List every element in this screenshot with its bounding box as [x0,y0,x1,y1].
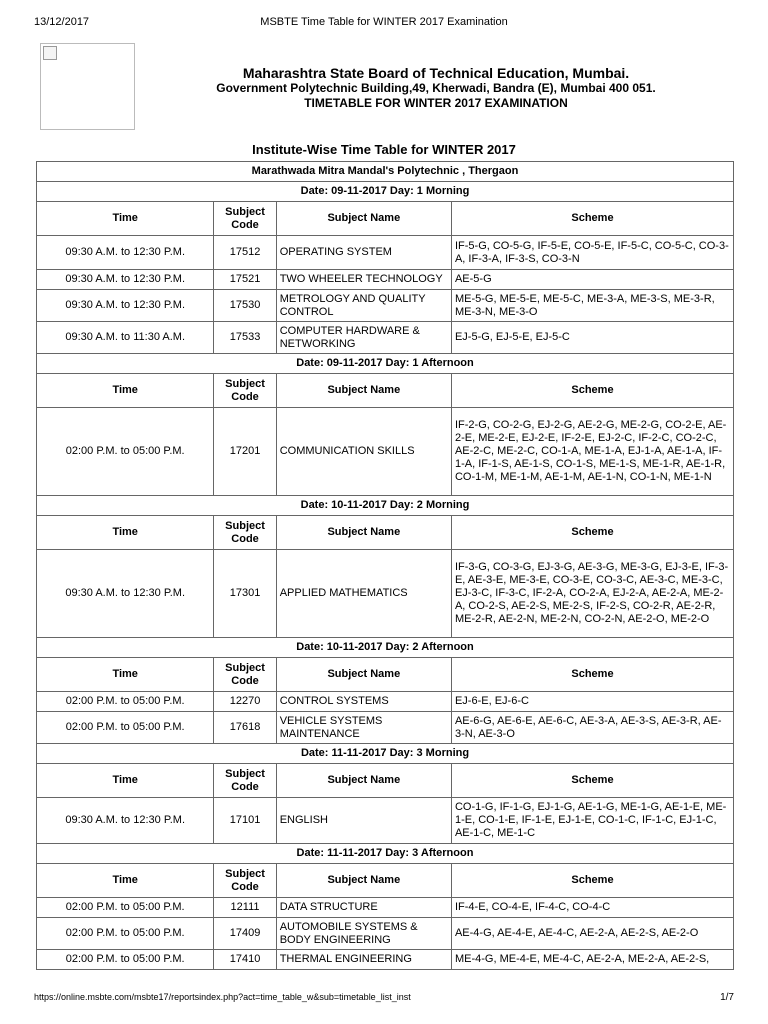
board-name: Maharashtra State Board of Technical Education, Mumbai. [242,65,630,81]
exam-row [37,322,734,354]
subject-name-header: Subject Name [276,864,451,898]
exam-time: 09:30 A.M. to 12:30 P.M. [37,798,214,844]
column-header-row [37,202,734,236]
subject-code: 17410 [214,950,276,970]
subject-name: TWO WHEELER TECHNOLOGY [276,270,451,290]
session-row [37,638,734,658]
exam-time: 02:00 P.M. to 05:00 P.M. [37,692,214,712]
subject-name: DATA STRUCTURE [276,898,451,918]
time-header: Time [37,202,214,236]
exam-row [37,408,734,496]
exam-row [37,798,734,844]
session-row [37,844,734,864]
subject-code: 17533 [214,322,276,354]
subject-name: COMMUNICATION SKILLS [276,408,451,496]
session-label: Date: 09-11-2017 Day: 1 Afternoon [37,354,734,374]
exam-row [37,236,734,270]
page-number: 1/7 [720,992,734,1003]
session-label: Date: 10-11-2017 Day: 2 Morning [37,496,734,516]
session-label: Date: 11-11-2017 Day: 3 Afternoon [37,844,734,864]
scheme-list: CO-1-G, IF-1-G, EJ-1-G, AE-1-G, ME-1-G, AE-1-E, ME-1-E, CO-1-E, IF-1-E, EJ-1-E, CO-1-C, IF-1-C, EJ-1-C, AE-1-C, ME-1-C [451,798,733,844]
timetable [36,161,734,970]
exam-row [37,950,734,970]
column-header-row [37,374,734,408]
subject-code: 17301 [214,550,276,638]
time-header: Time [37,864,214,898]
print-page-title: MSBTE Time Table for WINTER 2017 Examination [260,16,508,28]
subject-code: 17530 [214,290,276,322]
session-label: Date: 10-11-2017 Day: 2 Afternoon [37,638,734,658]
time-header: Time [37,374,214,408]
exam-time: 02:00 P.M. to 05:00 P.M. [37,408,214,496]
subject-name: VEHICLE SYSTEMS MAINTENANCE [276,712,451,744]
time-header: Time [37,658,214,692]
subject-code: 17201 [214,408,276,496]
exam-time: 09:30 A.M. to 12:30 P.M. [37,290,214,322]
scheme-list: ME-4-G, ME-4-E, ME-4-C, AE-2-A, ME-2-A, AE-2-S, [451,950,733,970]
scheme-header: Scheme [451,374,733,408]
exam-time: 09:30 A.M. to 12:30 P.M. [37,550,214,638]
scheme-list: AE-4-G, AE-4-E, AE-4-C, AE-2-A, AE-2-S, AE-2-O [451,918,733,950]
time-header: Time [37,764,214,798]
exam-row [37,898,734,918]
subject-code: 17512 [214,236,276,270]
subject-code-header: Subject Code [214,658,276,692]
subject-name-header: Subject Name [276,374,451,408]
exam-row [37,712,734,744]
exam-time: 02:00 P.M. to 05:00 P.M. [37,918,214,950]
scheme-list: AE-5-G [451,270,733,290]
subject-name: CONTROL SYSTEMS [276,692,451,712]
session-row [37,496,734,516]
subject-code-header: Subject Code [214,202,276,236]
exam-row [37,290,734,322]
session-label: Date: 09-11-2017 Day: 1 Morning [37,182,734,202]
exam-row [37,270,734,290]
exam-time: 02:00 P.M. to 05:00 P.M. [37,898,214,918]
subject-name-header: Subject Name [276,764,451,798]
subject-name-header: Subject Name [276,516,451,550]
subject-code: 12111 [214,898,276,918]
subject-code: 17618 [214,712,276,744]
subject-name: METROLOGY AND QUALITY CONTROL [276,290,451,322]
session-row [37,182,734,202]
scheme-header: Scheme [451,864,733,898]
exam-timetable-title: TIMETABLE FOR WINTER 2017 EXAMINATION [304,96,568,110]
subject-name: OPERATING SYSTEM [276,236,451,270]
column-header-row [37,516,734,550]
subject-name: THERMAL ENGINEERING [276,950,451,970]
exam-row [37,692,734,712]
subject-name-header: Subject Name [276,658,451,692]
subject-code: 17101 [214,798,276,844]
subject-code-header: Subject Code [214,764,276,798]
scheme-list: EJ-6-E, EJ-6-C [451,692,733,712]
broken-image-icon [43,46,57,60]
subject-name: AUTOMOBILE SYSTEMS & BODY ENGINEERING [276,918,451,950]
session-row [37,744,734,764]
column-header-row [37,864,734,898]
exam-time: 02:00 P.M. to 05:00 P.M. [37,712,214,744]
exam-time: 09:30 A.M. to 12:30 P.M. [37,236,214,270]
scheme-list: IF-2-G, CO-2-G, EJ-2-G, AE-2-G, ME-2-G, CO-2-E, AE-2-E, ME-2-E, EJ-2-E, IF-2-E, EJ-2-C, IF-2-C, CO-2-C, AE-2-C, ME-2-C, CO-1-A, ME-1-A, EJ-1-A, AE-1-A, IF-1-A, IF-1-S, AE-1-S, CO-1-S, ME-1-S, ME-1-R, AE-1-R, CO-1-M, ME-1-M, AE-1-M, AE-1-N, CO-1-N, ME-1-N [451,408,733,496]
time-header: Time [37,516,214,550]
scheme-header: Scheme [451,516,733,550]
exam-time: 02:00 P.M. to 05:00 P.M. [37,950,214,970]
exam-time: 09:30 A.M. to 12:30 P.M. [37,270,214,290]
session-label: Date: 11-11-2017 Day: 3 Morning [37,744,734,764]
scheme-list: IF-5-G, CO-5-G, IF-5-E, CO-5-E, IF-5-C, CO-5-C, CO-3-A, IF-3-A, IF-3-S, CO-3-N [451,236,733,270]
exam-time: 09:30 A.M. to 11:30 A.M. [37,322,214,354]
subject-name: COMPUTER HARDWARE & NETWORKING [276,322,451,354]
subject-code: 12270 [214,692,276,712]
exam-row [37,550,734,638]
subject-code: 17521 [214,270,276,290]
scheme-list: ME-5-G, ME-5-E, ME-5-C, ME-3-A, ME-3-S, ME-3-R, ME-3-N, ME-3-O [451,290,733,322]
scheme-list: IF-4-E, CO-4-E, IF-4-C, CO-4-C [451,898,733,918]
print-date: 13/12/2017 [34,16,90,28]
scheme-header: Scheme [451,764,733,798]
subject-name: APPLIED MATHEMATICS [276,550,451,638]
scheme-list: EJ-5-G, EJ-5-E, EJ-5-C [451,322,733,354]
exam-row [37,918,734,950]
subject-code-header: Subject Code [214,516,276,550]
scheme-list: AE-6-G, AE-6-E, AE-6-C, AE-3-A, AE-3-S, AE-3-R, AE-3-N, AE-3-O [451,712,733,744]
institute-heading: Institute-Wise Time Table for WINTER 2017 [252,142,516,157]
page-url[interactable]: https://online.msbte.com/msbte17/reportsindex.php?act=time_table_w&sub=timetable_list_inst [34,992,411,1002]
column-header-row [37,764,734,798]
subject-code-header: Subject Code [214,864,276,898]
session-row [37,354,734,374]
subject-code-header: Subject Code [214,374,276,408]
board-address: Government Polytechnic Building,49, Kherwadi, Bandra (E), Mumbai 400 051. [216,81,656,95]
scheme-header: Scheme [451,202,733,236]
column-header-row [37,658,734,692]
institute-name: Marathwada Mitra Mandal's Polytechnic , Thergaon [37,162,734,182]
subject-code: 17409 [214,918,276,950]
scheme-header: Scheme [451,658,733,692]
subject-name-header: Subject Name [276,202,451,236]
scheme-list: IF-3-G, CO-3-G, EJ-3-G, AE-3-G, ME-3-G, EJ-3-E, IF-3-E, AE-3-E, ME-3-E, CO-3-E, CO-3-C, AE-3-C, ME-3-C, EJ-3-C, IF-3-C, IF-2-A, CO-2-A, EJ-2-A, AE-2-A, ME-2-A, CO-2-S, AE-2-S, ME-2-S, IF-2-S, CO-2-R, AE-2-R, ME-2-R, AE-2-N, ME-2-N, CO-2-N, AE-2-O, ME-2-O [451,550,733,638]
subject-name: ENGLISH [276,798,451,844]
